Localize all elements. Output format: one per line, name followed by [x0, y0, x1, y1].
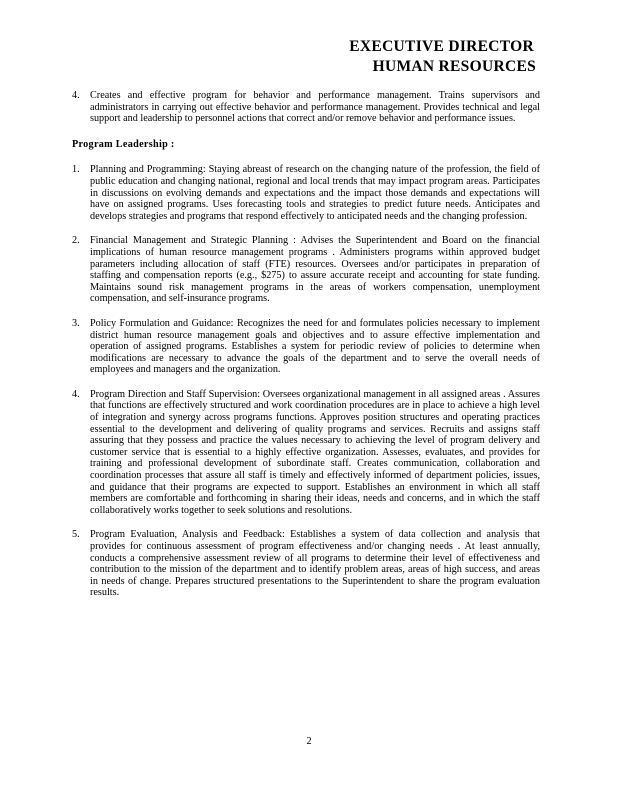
- list-item: [72, 318, 540, 376]
- intro-list-item: [72, 90, 540, 125]
- item-text: Financial Management and Strategic Planning : Advises the Superintendent and Board on the financial implications of human resource management programs . Administers programs within approved budget parameters including allocation of staff (FTE) resources. Oversees and/or participates in preparation of staffing and compensation reports (e.g., $275) to assure accurate receipt and accounting for state funding. Maintains sound risk management programs in the areas of workers compensation, unemployment compensation, and self-insurance programs.: [90, 235, 540, 305]
- item-text: Creates and effective program for behavior and performance management. Trains supervisors and administrators in carrying out effective behavior and performance management. Provides technical and legal support and leadership to personnel actions that correct and/or remove behavior and performance issues.: [90, 90, 540, 125]
- item-number: 2.: [72, 235, 80, 247]
- item-text: Program Evaluation, Analysis and Feedback: Establishes a system of data collection and analysis that provides for continuous assessment of program effectiveness and/or changing needs . At least annually, conducts a comprehensive assessment review of all programs to determine their level of effectiveness and contribution to the mission of the department and to identify problem areas, areas of high success, and areas in needs of change. Prepares structured presentations to the Superintendent to share the program evaluation results.: [90, 529, 540, 599]
- item-text: Policy Formulation and Guidance: Recognizes the need for and formulates policies necessary to implement district human resource management goals and objectives and to assure effective implementation and operation of assigned programs. Establishes a system for periodic review of policies to determine when modifications are necessary to advance the goals of the department and to serve the overall needs of employees and managers and the organization.: [90, 317, 540, 376]
- item-number: 3.: [72, 317, 80, 329]
- document-body: [72, 90, 540, 599]
- section-heading: Program Leadership :: [72, 138, 175, 150]
- list-item: [72, 164, 540, 222]
- item-text: Program Direction and Staff Supervision: Oversees organizational management in all assigned areas . Assures that functions are effectively structured and work coordination procedures are in place to achieve a high level of integration and synergy across programs functions. Approves position structures and operating practices essential to the development and delivering of quality programs and services. Recruits and assigns staff assuring that they possess and practice the values necessary to achieving the level of program delivery and customer service that is essential to a highly effective organization. Assesses, evaluates, and provides for training and professional development of subordinate staff. Creates communication, collaboration and coordination processes that assure all staff is timely and effectively informed of department policies, issues, and guidance that their programs are expected to support. Establishes an environment in which all staff members are comfortable and forthcoming in sharing their ideas, needs and concerns, and in which the staff collaboratively works together to seek solutions and resolutions.: [90, 388, 540, 516]
- list-item: [72, 529, 540, 599]
- list-item: [72, 389, 540, 517]
- item-number: 4.: [72, 388, 80, 400]
- list-item: [72, 235, 540, 305]
- title-line-2: HUMAN RESOURCES: [372, 58, 536, 75]
- page-number: 2: [306, 736, 312, 747]
- item-number: 1.: [72, 164, 80, 176]
- item-number: 4.: [72, 90, 80, 101]
- item-number: 5.: [72, 529, 80, 541]
- document-title: [349, 37, 534, 77]
- title-line-1: EXECUTIVE DIRECTOR: [349, 38, 534, 55]
- item-text: Planning and Programming: Staying abreast of research on the changing nature of the profession, the field of public education and changing national, regional and local trends that may impact program areas. Participates in discussions on evolving demands and expectations and the impact those demands and expectations will have on assigned programs. Uses forecasting tools and strategies to predict future needs. Anticipates and develops strategies and programs that respond effectively to anticipated needs and the changing profession.: [90, 164, 540, 222]
